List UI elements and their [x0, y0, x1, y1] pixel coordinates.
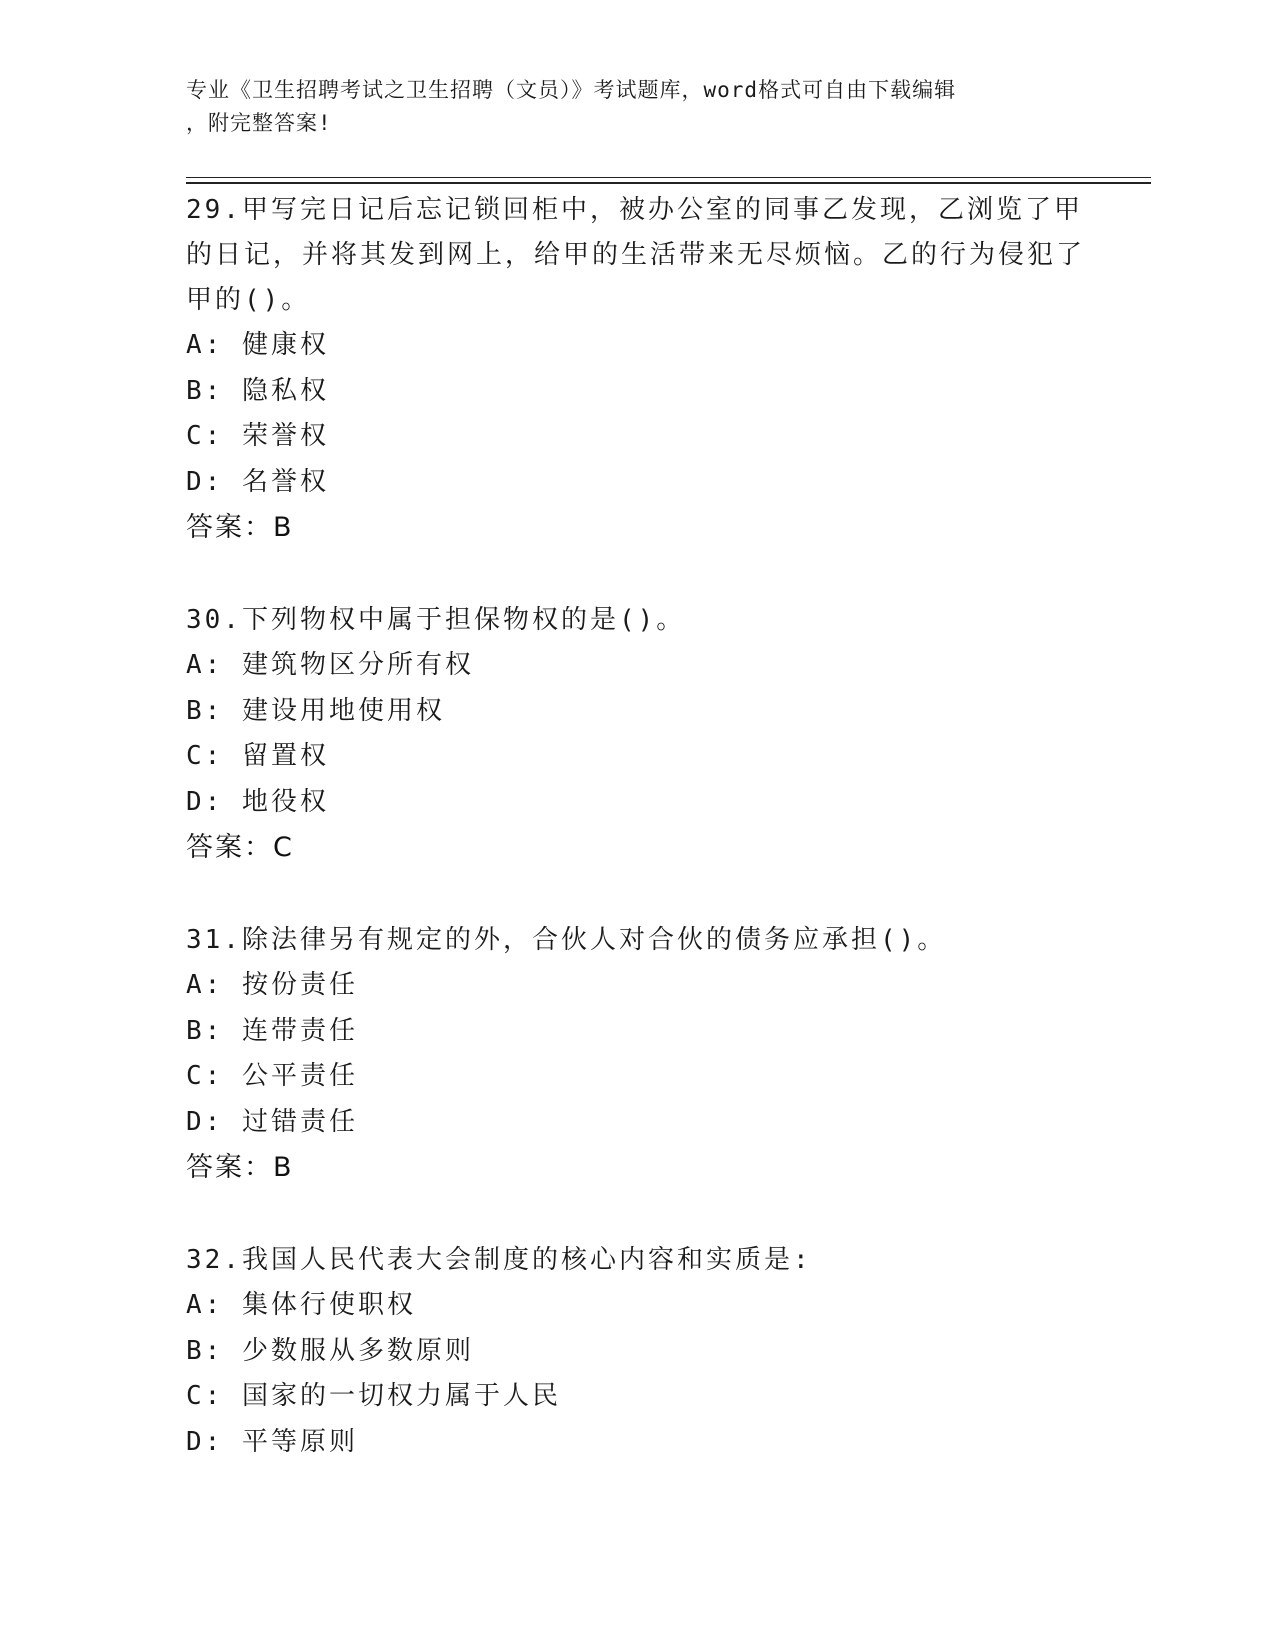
question-text: 32.我国人民代表大会制度的核心内容和实质是:	[186, 1245, 812, 1275]
option-b: B: 建设用地使用权	[186, 695, 445, 726]
option-c: C: 公平责任	[186, 1061, 358, 1091]
option-c: C: 国家的一切权力属于人民	[186, 1381, 561, 1411]
question-text: 31.除法律另有规定的外，合伙人对合伙的债务应承担()。	[186, 925, 947, 955]
answer-line: 答案：C	[186, 832, 294, 863]
option-c: C: 荣誉权	[186, 421, 329, 451]
header-line-2: ，附完整答案!	[186, 111, 332, 135]
question-text: 29.甲写完日记后忘记锁回柜中，被办公室的同事乙发现，乙浏览了甲的日记，并将其发到网上，给甲的生活带来无尽烦恼。乙的行为侵犯了甲的()。	[186, 195, 1086, 315]
question-32	[186, 1238, 1086, 1465]
answer-line: 答案：B	[186, 1152, 294, 1183]
answer-line: 答案：B	[186, 512, 294, 543]
question-list	[186, 188, 1086, 1513]
option-a: A: 健康权	[186, 330, 329, 360]
header-divider-thin	[186, 177, 1151, 178]
option-a: A: 建筑物区分所有权	[186, 650, 474, 680]
header-divider-thick	[186, 182, 1151, 184]
option-a: A: 按份责任	[186, 970, 358, 1000]
question-29	[186, 188, 1086, 550]
option-b: B: 连带责任	[186, 1015, 358, 1046]
option-b: B: 少数服从多数原则	[186, 1335, 474, 1366]
option-d: D: 平等原则	[186, 1426, 358, 1457]
option-d: D: 过错责任	[186, 1106, 358, 1137]
question-text: 30.下列物权中属于担保物权的是()。	[186, 605, 686, 635]
option-d: D: 名誉权	[186, 466, 329, 497]
question-31	[186, 918, 1086, 1190]
document-header	[186, 74, 1086, 140]
header-line-1: 专业《卫生招聘考试之卫生招聘（文员）》考试题库，word格式可自由下载编辑	[186, 78, 957, 102]
option-b: B: 隐私权	[186, 375, 329, 406]
option-c: C: 留置权	[186, 741, 329, 771]
option-d: D: 地役权	[186, 786, 329, 817]
option-a: A: 集体行使职权	[186, 1290, 416, 1320]
question-30	[186, 598, 1086, 870]
